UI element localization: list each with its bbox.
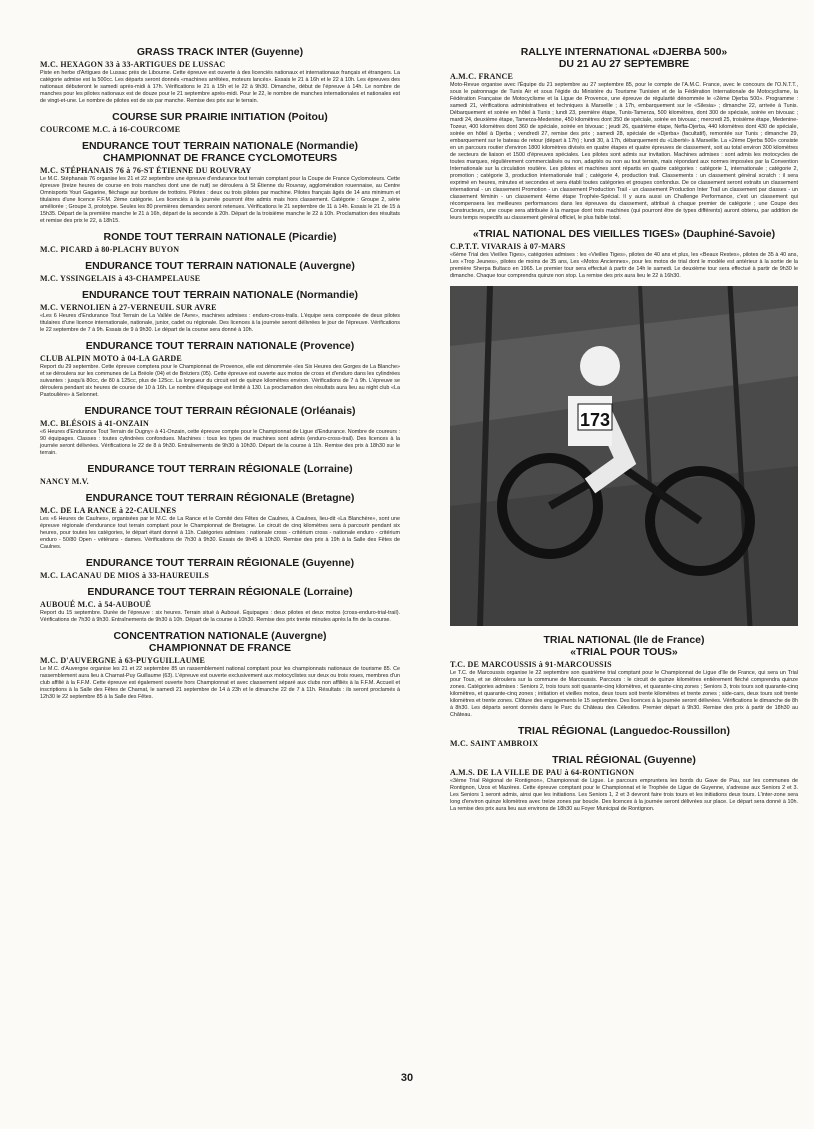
event-heading xyxy=(40,140,400,164)
event-description: Report du 29 septembre. Cette épreuve comptera pour le Championnat de Provence, elle est dénommée «les Six Heures des Gorges de La Blanche» et se déroulera sur les communes de La Bréole (04) et de Bréziers (05). Cette épreuve est ouverte aux motos de cross et d'enduro dans les cylindrées suivantes : jusqu'à 80cc, de 80 à 125cc, plus de 125cc. La longueur du circuit est de quinze kilomètres environ. Vérifications de 7 à 9h. L'épreuve se déroulera pendant six heures de course de 10 à 16h. Le nombre d'équipage est limité à 130. La proclamation des résultats aura lieu au night club «La Pastoulière» à Selonnet. xyxy=(40,364,400,398)
event-title: ENDURANCE TOUT TERRAIN NATIONALE (Normandie) xyxy=(81,289,359,301)
event-description: Le T.C. de Marcoussis organise le 22 septembre son quatrième trial comptant pour le Championnat de Ligue d'Ile de France, qui sera un Trial pour Tous, et se déroulera sur la commune de Marcoussis. Parcours : le circuit de quinze kilomètres entièrement fléché comprendra quinze zones. Catégories admises : Seniors 2, trois tours soit quarante-cinq kilomètres, et quarante-cinq zones ; Seniors 3, trois tours soit quarante-cinq kilomètres, et quarante-cinq zones ; initiation et vieilles motos, deux tours soit trente kilomètres et trente zones ; side-cars, deux tours soit trente kilomètres et trente zones. Clôture des engagements le 15 septembre. Des licences à la journée seront délivrées. Vérifications le dimanche de 8h à 8h30. Les départs seront donnés dans le Parc du Château des Célestins. Premier départ à 9h30. Remise des prix à partir de 18h30 au Château. xyxy=(450,670,798,718)
event-block xyxy=(40,463,400,486)
organizer-club: C.P.T.T. VIVARAIS à 07-MARS xyxy=(450,242,566,251)
event-block xyxy=(450,228,798,280)
event-description: Le M.C. Stéphanais 76 organise les 21 et 22 septembre une épreuve d'endurance tout terrain comptant pour la Coupe de France Cyclomoteurs. Cette épreuve (treize heures de course en trois manches dont une de nuit) se déroulera à St Étienne du Rouvray, agglomération rouennaise, au Centre Omnisports Youri Gagarine, fléchage sur bordure de trottoirs. Pilotes : deux ou trois pilotes par machine. Pilotes français âgés de 14 ans minimum et titulaires d'une licence F.F.M. 2ème catégorie. Les licenciés à la journée pourront être admis mais hors classement. Catégorie : Groupe 2, série améliorée ; Groupe 3, prototype. Seules les 80 premières demandes seront retenues. Vérifications le 21 septembre de 11 à 14h. Essais le 21 de 15 à 15h35. Départ de la première manche le 21 à 16h, départ de la seconde à 20h. Départ de la troisième manche le 22 à 10h. Proclamation des résultats et remise des prix le 22, à 18h15. xyxy=(40,176,400,224)
event-heading xyxy=(40,492,400,504)
event-subtitle: DU 21 AU 27 SEPTEMBRE xyxy=(558,58,690,70)
event-heading xyxy=(40,289,400,301)
event-heading xyxy=(40,405,400,417)
event-title: TRIAL RÉGIONAL (Guyenne) xyxy=(552,754,696,766)
event-title: «TRIAL NATIONAL DES VIEILLES TIGES» (Dauphiné-Savoie) xyxy=(472,228,776,240)
organizer-club: M.C. LACANAU DE MIOS à 33-HAUREUILS xyxy=(40,571,210,580)
event-block xyxy=(40,111,400,134)
event-block xyxy=(450,634,798,719)
organizer-club: M.C. HEXAGON 33 à 33-ARTIGUES DE LUSSAC xyxy=(40,60,226,69)
event-heading xyxy=(40,231,400,243)
event-subtitle: CHAMPIONNAT DE FRANCE xyxy=(148,642,292,654)
left-column xyxy=(40,40,400,707)
event-heading xyxy=(450,634,798,658)
event-title: ENDURANCE TOUT TERRAIN RÉGIONALE (Guyenne) xyxy=(85,557,355,569)
right-column xyxy=(450,40,798,819)
organizer-club: T.C. DE MARCOUSSIS à 91-MARCOUSSIS xyxy=(450,660,612,669)
event-title: COURSE SUR PRAIRIE INITIATION (Poitou) xyxy=(112,111,328,123)
event-title: TRIAL RÉGIONAL (Languedoc-Roussillon) xyxy=(518,725,730,737)
event-description: «Les 6 Heures d'Endurance Tout Terrain de La Vallée de l'Avre», machines admises : enduro-cross-trails. L'équipe sera composée de deux pilotes titulaires d'une licence internationale, nationale, junior, cadet ou régionale. Des licences à la journée seront délivrées le jour de l'épreuve. Vérifications le 22 septembre de 7 à 9h. Essais de 9 à 9h30. Le départ de la course sera donné à 10h. xyxy=(40,313,400,333)
event-subtitle: «TRIAL POUR TOUS» xyxy=(570,646,678,658)
event-title: RALLYE INTERNATIONAL «DJERBA 500» xyxy=(520,46,728,58)
event-title: ENDURANCE TOUT TERRAIN RÉGIONALE (Lorraine) xyxy=(87,586,353,598)
event-heading xyxy=(40,111,400,123)
organizer-club: AUBOUÉ M.C. à 54-AUBOUÉ xyxy=(40,600,152,609)
event-heading xyxy=(40,340,400,352)
event-heading xyxy=(450,725,798,737)
organizer-club: M.C. PICARD à 80-PLACHY BUYON xyxy=(40,245,180,254)
event-block xyxy=(40,140,400,225)
event-block xyxy=(40,231,400,254)
event-heading xyxy=(40,46,400,58)
event-block xyxy=(40,586,400,624)
page-number: 30 xyxy=(400,1072,414,1084)
event-heading xyxy=(40,463,400,475)
organizer-club: A.M.S. DE LA VILLE DE PAU à 64-RONTIGNON xyxy=(450,768,635,777)
event-title: ENDURANCE TOUT TERRAIN RÉGIONALE (Bretagne) xyxy=(85,492,355,504)
event-title: ENDURANCE TOUT TERRAIN NATIONALE (Normandie) xyxy=(81,140,359,152)
event-description: Moto-Revue organise avec l'Équipe du 21 septembre au 27 septembre 85, pour le compte de l'A.M.C. France, avec le concours de l'O.N.T.T., sous le patronnage de Tunis Air et sous l'égide du Ministère du Tourisme Tunisien et de la Fédération Internationale de Motocyclisme, la Fédération Française de Motocyclisme et la Ligue de Provence, une épreuve de régularité dénommée le «2ème Djerba 500». Programme : samedi 21, vérifications administratives et techniques à Marseille ; à 17h, embarquement sur le «Silesia» ; dimanche 22, arrivée à Tunis. Débarquement et soirée en hôtel à Tunis ; lundi 23, première étape, Tunis-Tamerza, 500 kilomètres, dont 300 de spéciale, soirée en bivouac ; mardi 24, deuxième étape, Tamerza-Medenine, 450 kilomètres dont 350 de spéciale, soirée en bivouac ; mercredi 25, troisième étape, Medenine-Tozeur, 400 kilomètres dont 360 de spéciale, soirée en bivouac ; jeudi 26, quatrième étape, Nefta-Djerba, 440 kilomètres dont 430 de spéciale, soirée en hôtel à Djerba ; vendredi 27, remise des prix ; samedi 28, spéciale de «Djerba» (facultatif), remontée sur Tunis ; dimanche 29, embarquement sur le bateau de retour (départ à 17h) ; lundi 30, à 17h, débarquement du «Liberté» à Marseille. La «2ème Djerba 500» consiste en un parcours routier d'environ 1800 kilomètres divisés en quatre étapes et quatre épreuves de classement, soit au total environ 300 kilomètres de secteurs de liaison et 1500 d'épreuves spéciales. Les pilotes sont admis sur invitation. Machines admises : sont admis les motocycles de toutes marques, régulièrement commercialisés ou non, adaptés ou non au tout terrain, mais répondant aux normes imposées par la Convention Internationale sur la circulation routière. Les pilotes et machines sont répartis en quatre catégories : catégorie 1, internationale ; catégorie 2, promotion ; catégorie 3, production internationale trail ; catégorie 4, production trail. Classements : un classement général scratch : il sera exprimé en heures, minutes et secondes et sera établi toutes catégories et groupes confondus. De ce classement seront extraits un classement international - un classement Promotion - un classement Production Trail - un classement Production Inter Trail un classement par classes - un classement féminin - un classement 4ème étape Trophée-Spécial. Il y aura aussi un Challenge Performance, c'est un classement qui récompensera les meilleures performances dans les épreuves du classement, attribué à chaque premier de catégorie ; une Coupe des Constructeurs, une coupe sera attribuée à la marque dont trois machines (qui pourront être de types différents) auront obtenu, par addition de leurs temps respectifs au classement général officiel, le plus faible total. xyxy=(450,82,798,221)
event-heading xyxy=(450,46,798,70)
event-description: «6ème Trial des Vieilles Tiges», catégories admises : les «Vieilles Tiges», pilotes de 40 ans et plus, les «Beaux Restes», pilotes de 35 à 40 ans, Les «Trop Jeunes», pilotes de moins de 35 ans, Les «Motos Anciennes», pour les motos de trial dont le modèle est antérieur à la sortie de la première Sherpa Bultaco en 1965. Le premier tour sera effectué à partir de 14h le samedi. Le deuxième tour sera effectué à partir de 9h30 le dimanche. Chaque tour comprendra quinze non stop. La remise des prix aura lieu le 22 à 16h30. xyxy=(450,252,798,279)
event-heading xyxy=(40,586,400,598)
organizer-club: CLUB ALPIN MOTO à 04-LA GARDE xyxy=(40,354,182,363)
event-block xyxy=(40,260,400,283)
event-block xyxy=(40,405,400,457)
event-description: Les «6 Heures de Caulnes», organisées par le M.C. de La Rance et le Comité des Fêtes de Caulnes, à Caulnes, lieu-dit «La Blanchère», sont une épreuve régionale d'endurance tout terrain comptant pour le Championnat de Bretagne. Le circuit de cinq kilomètres sera à parcourir pendant six heures, pour toutes les catégories, le départ étant donné à 11h. Catégories admises : nationale cross - critérium cross - nationale enduro - critérium enduro - 50/80 Open - vétérans - dames. Vérifications de 7h30 à 9h30. Essais de 9h45 à 10h30. Remise des prix à 19h à la Salle des Fêtes de Caulnes. xyxy=(40,516,400,550)
motorcycle-photo xyxy=(450,286,798,626)
event-block xyxy=(450,754,798,813)
organizer-club: COURCOME M.C. à 16-COURCOME xyxy=(40,125,181,134)
event-title: ENDURANCE TOUT TERRAIN NATIONALE (Auvergne) xyxy=(85,260,355,272)
event-title: CONCENTRATION NATIONALE (Auvergne) xyxy=(113,630,327,642)
right-top-events xyxy=(450,46,798,280)
event-heading xyxy=(40,630,400,654)
plate-number: 173 xyxy=(579,410,611,430)
event-block xyxy=(450,46,798,222)
event-block xyxy=(40,289,400,334)
event-heading xyxy=(40,557,400,569)
event-description: Le M.C. d'Auvergne organise les 21 et 22 septembre 85 un rassemblement national comptant pour les championnats nationaux de tourisme 85. Ce rassemblement aura lieu à Charnat-Puy Guillaume (63). L'épreuve est ouverte exclusivement aux motocyclistes sur deux ou trois roues, membres d'un club affilié à la F.F.M. Cette épreuve est également ouverte hors Championnat et avec classement séparé aux clubs non affiliés à la F.F.M. Accueil et inscriptions à la Salle des Fêtes de Charnat, le samedi 21 septembre de 14 à 23h et le dimanche 22 de 7 à 11h. Résultats : ils seront proclamés à 12h30 le 22 septembre 85 à la Salle des Fêtes. xyxy=(40,666,400,700)
event-title: GRASS TRACK INTER (Guyenne) xyxy=(136,46,304,58)
event-block xyxy=(40,340,400,399)
event-heading xyxy=(450,228,798,240)
right-bottom-events xyxy=(450,634,798,813)
event-description: Piste en herbe d'Artigues de Lussac près de Libourne. Cette épreuve est ouverte à des licenciés nationaux et internationaux français et étrangers. La catégorie admise est la 500cc. Les départs seront donnés «machines arrêtées, moteurs lancés». Essais le 21 à 16h et le 22 à 10h. Les épreuves des nationaux débuteront le samedi après-midi à 17h. Vérifications le 21 à 15h et le 22 à 9h30. Dimanche, début de l'épreuve à 14h. Le nombre de manches pour les pilotes nationaux est de douze pour le 21 septembre après-midi. Pour le 22, le nombre de manches internationales et nationales est de vingt-et-une. Le nombre de pilotes est de six par manche. Remise des prix sur le terrain. xyxy=(40,70,400,104)
event-title: TRIAL NATIONAL (Ile de France) xyxy=(543,634,705,646)
event-title: ENDURANCE TOUT TERRAIN RÉGIONALE (Orléanais) xyxy=(84,405,356,417)
organizer-club: M.C. VERNOLIEN à 27-VERNEUIL SUR AVRE xyxy=(40,303,217,312)
event-subtitle: CHAMPIONNAT DE FRANCE CYCLOMOTEURS xyxy=(102,152,338,164)
organizer-club: M.C. BLÉSOIS à 41-ONZAIN xyxy=(40,419,150,428)
event-title: ENDURANCE TOUT TERRAIN RÉGIONALE (Lorraine) xyxy=(87,463,353,475)
organizer-club: M.C. D'AUVERGNE à 63-PUYGUILLAUME xyxy=(40,656,206,665)
event-description: «3ème Trial Régional de Rontignon», Championnat de Ligue. Le parcours empruntera les bords du Gave de Pau, sur les communes de Rontignon, Uzos et Mazères. Cette épreuve comptant pour le Championnat et le Trophée de Ligue de Guyenne, s'adresse aux Seniors 2 et 3. Les Seniors 1 seront admis, ainsi que les initiations. Les Seniors 1, 2 et 3 devront faire trois tours et les initiations deux tours. L'inter-zone sera long d'environ quinze kilomètres avec treize zones par boucle. Des licences à la journée seront délivrées sur place. Le départ sera donné à 10h. La remise des prix aura lieu aux environs de 18h30 au Foyer Municipal de Rontignon. xyxy=(450,778,798,812)
organizer-club: M.C. SAINT AMBROIX xyxy=(450,739,539,748)
organizer-club: A.M.C. FRANCE xyxy=(450,72,514,81)
event-description: «6 Heures d'Endurance Tout Terrain de Dugny» à 41-Onzain, cette épreuve compte pour le Championnat de Ligue d'Endurance. Nombre de coureurs : 90 équipages. Classes : toutes cylindrées confondues. Machines : tous les types de machines sont admis (enduro-cross-trail). Des licences à la journée seront délivrées. Vérifications le 22 de 8 à 9h30. Entraînements de 9h30 à 10h30. Départ de la course à 11h. Remise des prix à 18h30 sur le terrain. xyxy=(40,429,400,456)
event-heading xyxy=(40,260,400,272)
event-block xyxy=(40,46,400,105)
event-block xyxy=(40,492,400,551)
event-title: RONDE TOUT TERRAIN NATIONALE (Picardie) xyxy=(103,231,337,243)
motorcycle-trial-rider-photo xyxy=(450,286,798,626)
event-block xyxy=(40,557,400,580)
organizer-club: NANCY M.V. xyxy=(40,477,89,486)
event-block xyxy=(40,630,400,701)
event-block xyxy=(450,725,798,748)
event-description: Report du 15 septembre. Durée de l'épreuve : six heures. Terrain situé à Auboué. Équipages : deux pilotes et deux motos (cross-enduro-trial-trail). Vérifications de 7h30 à 9h30. Entraînements de 9h30 à 10h. Départ de la course à 10h30. Remise des prix trente minutes après la fin de la course. xyxy=(40,610,400,623)
organizer-club: M.C. STÉPHANAIS 76 à 76-ST ÉTIENNE DU ROUVRAY xyxy=(40,166,252,175)
organizer-club: M.C. YSSINGELAIS à 43-CHAMPELAUSE xyxy=(40,274,201,283)
event-title: ENDURANCE TOUT TERRAIN NATIONALE (Provence) xyxy=(85,340,355,352)
organizer-club: M.C. DE LA RANCE à 22-CAULNES xyxy=(40,506,177,515)
event-heading xyxy=(450,754,798,766)
